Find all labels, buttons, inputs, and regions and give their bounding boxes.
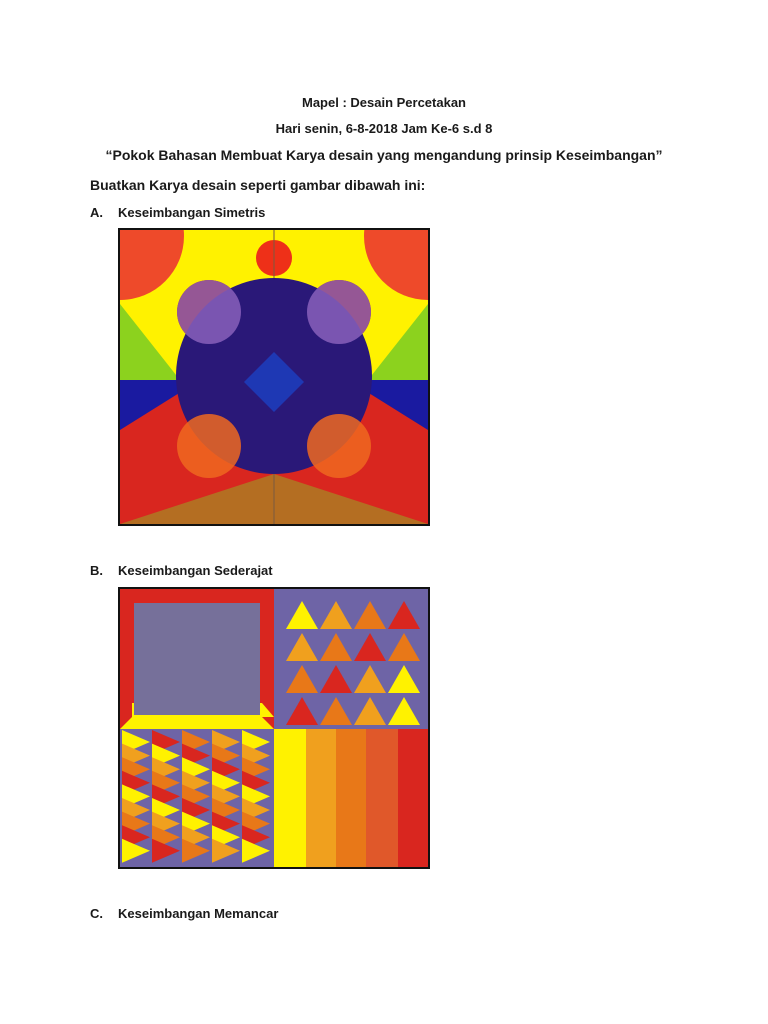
symmetric-design xyxy=(120,230,428,524)
symmetric-balance-figure xyxy=(118,228,430,526)
section-c-letter: C. xyxy=(90,906,103,921)
section-b-title: Keseimbangan Sederajat xyxy=(118,563,273,578)
section-b-letter: B. xyxy=(90,563,103,578)
date-line: Hari senin, 6-8-2018 Jam Ke-6 s.d 8 xyxy=(275,121,493,136)
asymmetric-design xyxy=(120,589,428,867)
section-a-title: Keseimbangan Simetris xyxy=(118,205,266,220)
section-c-title: Keseimbangan Memancar xyxy=(118,906,279,921)
asymmetric-balance-figure xyxy=(118,587,430,869)
instruction-line: Buatkan Karya desain seperti gambar dibawah ini: xyxy=(90,177,426,193)
section-a-letter: A. xyxy=(90,205,103,220)
topic-line: “Pokok Bahasan Membuat Karya desain yang mengandung prinsip Keseimbangan” xyxy=(105,147,663,163)
subject-line: Mapel : Desain Percetakan xyxy=(301,95,467,110)
